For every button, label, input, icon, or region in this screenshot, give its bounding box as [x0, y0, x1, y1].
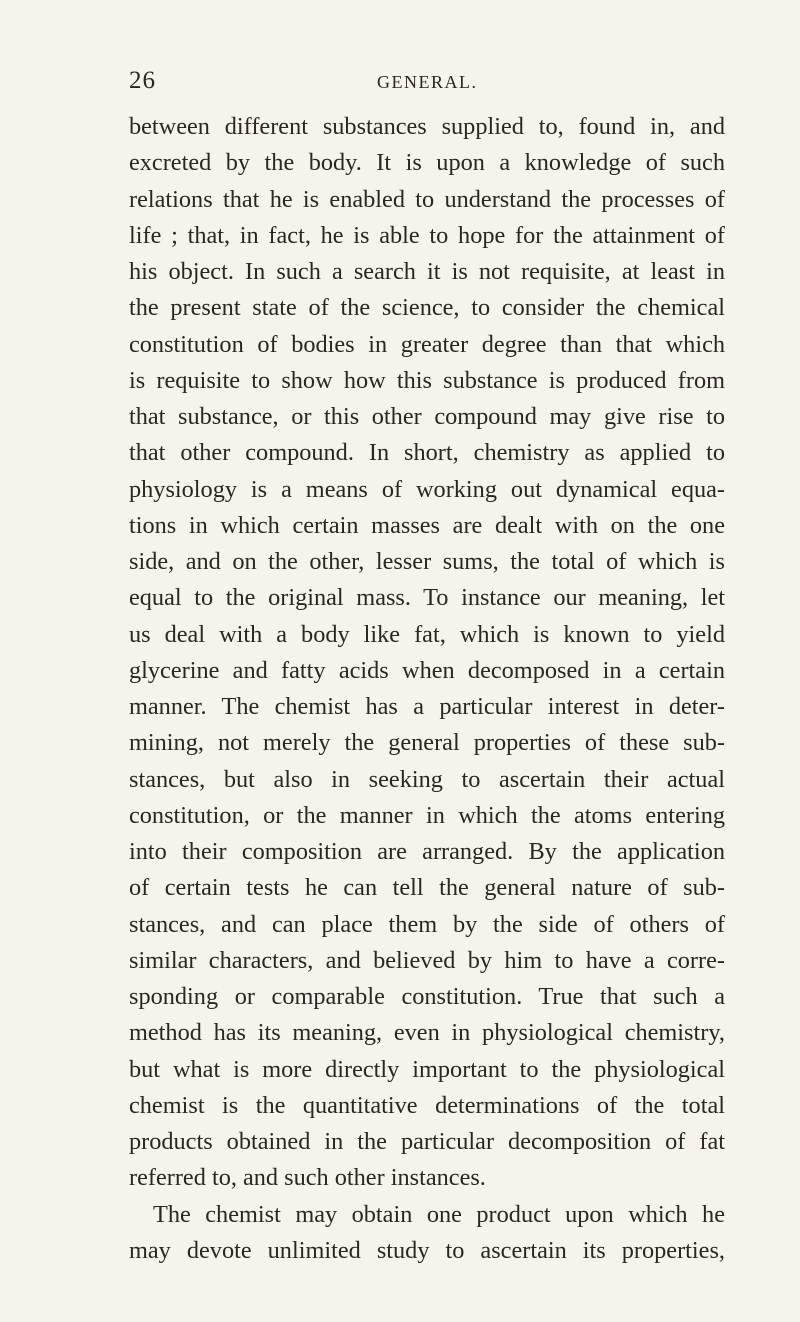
text-line: method has its meaning, even in physiological chemistry,	[129, 1019, 725, 1047]
text-line: side, and on the other, lesser sums, the total of which is	[129, 548, 725, 575]
text-line: sponding or comparable constitution. True that such a	[129, 983, 725, 1010]
text-line: between different substances supplied to, found in, and	[129, 113, 725, 140]
text-line: life ; that, in fact, he is able to hope for the attainment of	[129, 221, 725, 249]
text-line: that substance, or this other compound may give rise to	[129, 403, 725, 430]
text-line: that other compound. In short, chemistry as applied to	[129, 439, 725, 467]
text-line: chemist is the quantitative determinations of the total	[129, 1091, 725, 1119]
text-line: equal to the original mass. To instance our meaning, let	[129, 584, 725, 612]
page-number: 26	[129, 67, 156, 94]
running-head: GENERAL.	[377, 72, 478, 92]
body-text	[129, 109, 725, 1269]
text-line: physiology is a means of working out dynamical equa-	[129, 475, 725, 503]
text-line: manner. The chemist has a particular interest in deter-	[129, 693, 725, 720]
text-line: constitution, or the manner in which the atoms entering	[129, 801, 725, 829]
text-line: The chemist may obtain one product upon which he	[153, 1200, 725, 1228]
text-line: excreted by the body. It is upon a knowledge of such	[129, 149, 725, 177]
text-line: similar characters, and believed by him to have a corre-	[129, 946, 725, 974]
text-line: stances, but also in seeking to ascertain their actual	[129, 765, 725, 793]
text-line: stances, and can place them by the side of others of	[129, 910, 725, 938]
text-line: the present state of the science, to consider the chemical	[129, 294, 725, 322]
text-line: but what is more directly important to the physiological	[129, 1055, 725, 1083]
text-line: is requisite to show how this substance is produced from	[129, 366, 725, 394]
text-line: glycerine and fatty acids when decomposed in a certain	[129, 656, 725, 684]
page-header	[0, 66, 800, 96]
text-line: into their composition are arranged. By the application	[129, 838, 725, 865]
text-line: mining, not merely the general properties of these sub-	[129, 729, 725, 757]
text-line: relations that he is enabled to understand the processes of	[129, 185, 725, 213]
text-line: tions in which certain masses are dealt with on the one	[129, 511, 725, 539]
text-line: referred to, and such other instances.	[129, 1164, 486, 1192]
text-line: may devote unlimited study to ascertain its properties,	[129, 1236, 725, 1264]
text-line: his object. In such a search it is not requisite, at least in	[129, 258, 725, 285]
text-line: of certain tests he can tell the general nature of sub-	[129, 874, 725, 902]
text-line: us deal with a body like fat, which is known to yield	[129, 620, 725, 648]
text-line: constitution of bodies in greater degree than that which	[129, 330, 725, 358]
text-line: products obtained in the particular decomposition of fat	[129, 1128, 725, 1155]
